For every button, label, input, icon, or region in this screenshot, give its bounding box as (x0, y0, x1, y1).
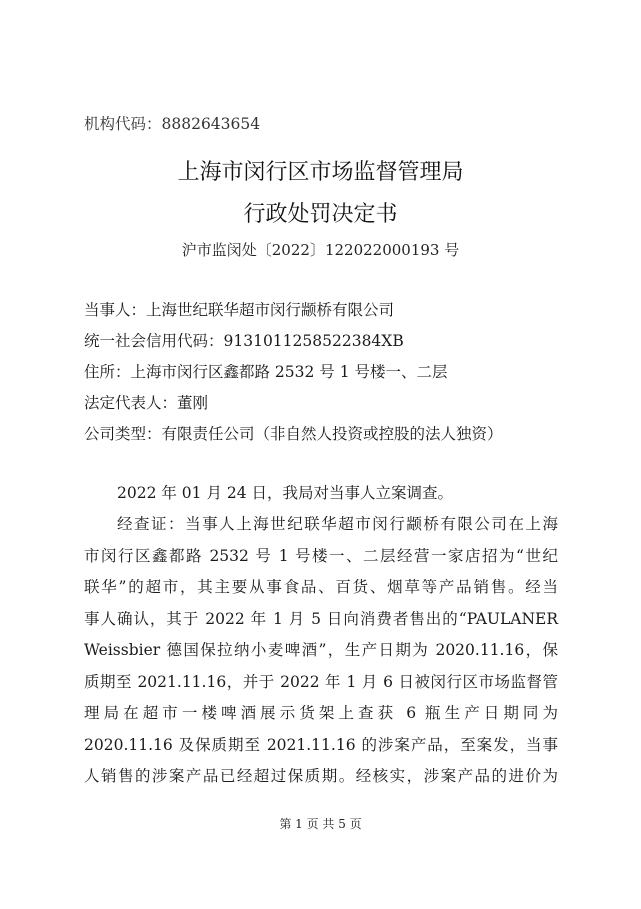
company-type: 公司类型：有限责任公司（非自然人投资或控股的法人独资） (84, 425, 503, 443)
document-type-title: 行政处罚决定书 (243, 202, 398, 227)
body-line: 人销售的涉案产品已经超过保质期。经核实，涉案产品的进价为 (84, 767, 558, 785)
address: 住所：上海市闵行区鑫都路 2532 号 1 号楼一、二层 (84, 363, 448, 381)
body-line: 理局在超市一楼啤酒展示货架上查获 6 瓶生产日期同为 (84, 704, 558, 722)
document-number: 沪市监闵处〔2022〕122022000193 号 (181, 241, 460, 259)
body-line: 市闵行区鑫都路 2532 号 1 号楼一、二层经营一家店招为“世纪 (84, 546, 558, 565)
body-line: 2020.11.16 及保质期至 2021.11.16 的涉案产品，至案发，当事 (84, 735, 558, 754)
body-line: Weissbier 德国保拉纳小麦啤酒”，生产日期为 2020.11.16，保 (84, 641, 558, 659)
body-line: 联华”的超市，其主要从事食品、百货、烟草等产品销售。经当 (84, 578, 558, 596)
body-line: 经查证：当事人上海世纪联华超市闵行颛桥有限公司在上海 (117, 515, 558, 533)
credit-code: 统一社会信用代码：913101125852238​4XB (84, 332, 404, 350)
issuing-authority-title: 上海市闵行区市场监督管理局 (177, 160, 464, 185)
body-paragraph-1: 2022 年 01 月 24 日，我局对当事人立案调查。 (117, 484, 454, 502)
page-number-footer: 第 1 页 共 5 页 (279, 817, 362, 831)
org-code: 机构代码：8882643654 (84, 115, 261, 133)
body-line: 质期至 2021.11.16，并于 2022 年 1 月 6 日被闵行区市场监督管 (84, 672, 558, 691)
body-paragraph-2 (84, 509, 558, 793)
party-name: 当事人：上海世纪联华超市闵行颛桥有限公司 (84, 301, 395, 319)
body-line: 事人确认，其于 2022 年 1 月 5 日向消费者售出的“PAULANER (84, 609, 558, 628)
legal-representative: 法定代表人：董刚 (84, 394, 209, 412)
